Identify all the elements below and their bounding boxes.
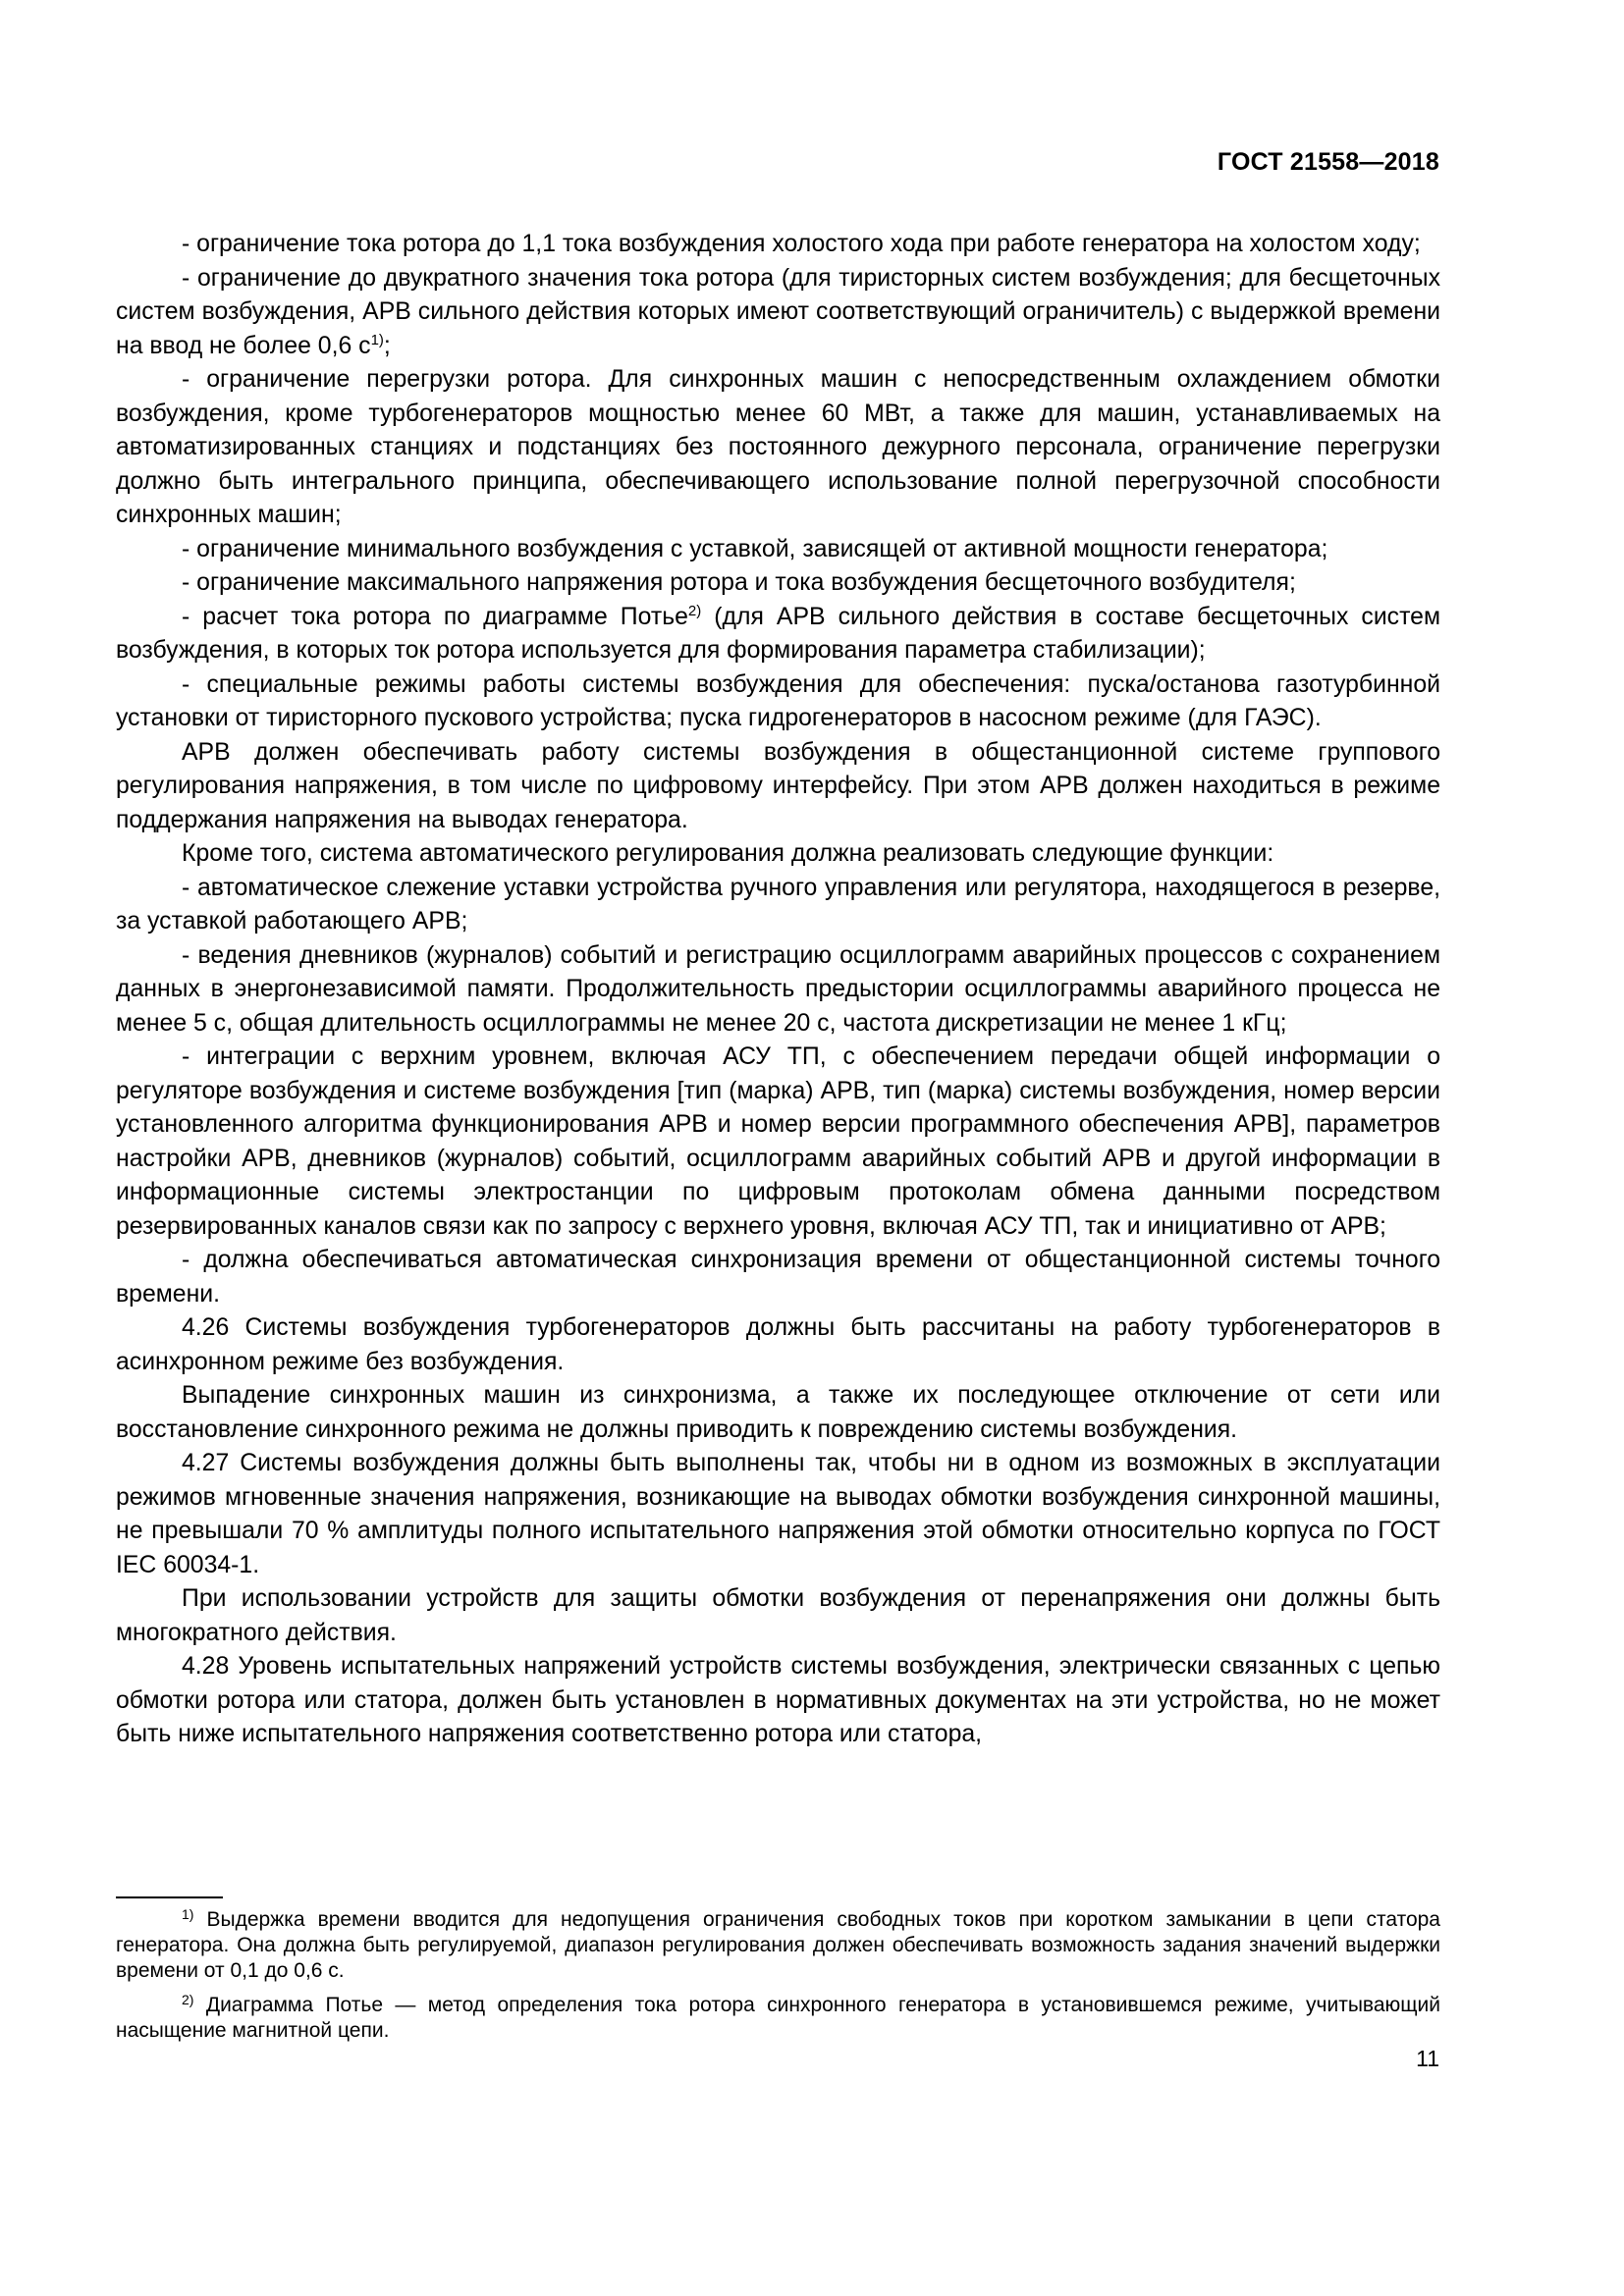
document-header: ГОСТ 21558—2018: [1217, 148, 1439, 176]
paragraph: - ведения дневников (журналов) событий и регистрацию осциллограмм аварийных процессов с сохранением данных в энергонезависимой памяти. Продолжительность предыстории осциллограммы аварийного процесса не менее 5 с, общая длительность осциллограммы не менее 20 с, частота дискретизации не менее 1 кГц;: [116, 941, 1440, 1037]
paragraph: - ограничение минимального возбуждения с уставкой, зависящей от активной мощности генератора;: [182, 535, 1328, 562]
paragraph: - ограничение до двукратного значения тока ротора (для тиристорных систем возбуждения; для бесщеточных систем возбуждения, АРВ сильного действия которых имеют соответствующий ограничитель) с выдержкой времени на ввод не более 0,6 $с^{1)}$;: [116, 264, 1440, 359]
footnotes: [116, 1907, 1440, 2052]
paragraph: - специальные режимы работы системы возбуждения для обеспечения: пуска/останова газотурбинной установки от тиристорного пускового устройства; пуска гидрогенераторов в насосном режиме (для ГАЭС).: [116, 670, 1440, 731]
paragraph: - ограничение перегрузки ротора. Для синхронных машин с непосредственным охлаждением обмотки возбуждения, кроме турбогенераторов мощностью менее 60 МВт, а также для машин, устанавливаемых на автоматизированных станциях и подстанциях без постоянного дежурного персонала, ограничение перегрузки должно быть интегрального принципа, обеспечивающего использование полной перегрузочной способности синхронных машин;: [116, 366, 1440, 528]
paragraph: 4.28 Уровень испытательных напряжений устройств системы возбуждения, электрически связанных с цепью обмотки ротора или статора, должен быть установлен в нормативных документах на эти устройства, но не может быть ниже испытательного напряжения соответственно ротора или статора,: [116, 1653, 1440, 1747]
paragraph: - расчет тока ротора по диаграмме Потье$^{2)}$ (для АРВ сильного действия в составе бесщеточных систем возбуждения, в которых ток ротора используется для формирования параметра стабилизации);: [116, 602, 1440, 664]
paragraph: При использовании устройств для защиты обмотки возбуждения от перенапряжения они должны быть многократного действия.: [116, 1585, 1440, 1646]
paragraph: - ограничение тока ротора до 1,1 тока возбуждения холостого хода при работе генератора на холостом ходу;: [182, 231, 1421, 257]
paragraph: - должна обеспечиваться автоматическая синхронизация времени от общестанционной системы точного времени.: [116, 1247, 1440, 1308]
footnote-divider: [116, 1896, 223, 1898]
paragraph: Кроме того, система автоматического регулирования должна реализовать следующие функции:: [182, 840, 1274, 867]
paragraph: - автоматическое слежение уставки устройства ручного управления или регулятора, находящегося в резерве, за уставкой работающего АРВ;: [116, 874, 1440, 934]
footnote: $^{2)}$ Диаграмма Потье — метод определения тока ротора синхронного генератора в установившемся режиме, учитывающий насыщение магнитной цепи.: [116, 1991, 1440, 2042]
footnote: $^{1)}$ Выдержка времени вводится для недопущения ограничения свободных токов при коротком замыкании в цепи статора генератора. Она должна быть регулируемой, диапазон регулирования должен обеспечивать возможность задания значений выдержки времени от 0,1 до 0,6 с.: [116, 1906, 1440, 1983]
footnote-marker: 2): [182, 1991, 194, 2007]
paragraph: - ограничение максимального напряжения ротора и тока возбуждения бесщеточного возбудителя;: [182, 569, 1296, 596]
footnote-marker: 1): [182, 1906, 194, 1922]
page-number: 11: [1416, 2046, 1439, 2071]
paragraph: - интеграции с верхним уровнем, включая АСУ ТП, с обеспечением передачи общей информации о регуляторе возбуждения и системе возбуждения [тип (марка) АРВ, тип (марка) системы возбуждения, номер версии установленного алгоритма функционирования АРВ и номер версии программного обеспечения АРВ], параметров настройки АРВ, дневников (журналов) событий, осциллограмм аварийных событий АРВ и другой информации в информационные системы электростанции по цифровым протоколам обмена данными посредством резервированных каналов связи как по запросу с верхнего уровня, включая АСУ ТП, так и инициативно от АРВ;: [116, 1043, 1440, 1240]
paragraph: Выпадение синхронных машин из синхронизма, а также их последующее отключение от сети или восстановление синхронного режима не должны приводить к повреждению системы возбуждения.: [116, 1382, 1440, 1443]
paragraph: АРВ должен обеспечивать работу системы возбуждения в общестанционной системе группового регулирования напряжения, в том числе по цифровому интерфейсу. При этом АРВ должен находиться в режиме поддержания напряжения на выводах генератора.: [116, 738, 1440, 833]
paragraph: 4.27 Системы возбуждения должны быть выполнены так, чтобы ни в одном из возможных в эксплуатации режимов мгновенные значения напряжения, возникающие на выводах обмотки возбуждения синхронной машины, не превышали 70 % амплитуды полного испытательного напряжения этой обмотки относительно корпуса по ГОСТ IEC 60034-1.: [116, 1450, 1440, 1578]
paragraph: 4.26 Системы возбуждения турбогенераторов должны быть рассчитаны на работу турбогенераторов в асинхронном режиме без возбуждения.: [116, 1314, 1440, 1375]
footnote-ref[interactable]: 1): [370, 331, 384, 348]
footnote-ref[interactable]: 2): [687, 602, 702, 619]
body-text: [116, 228, 1440, 1752]
